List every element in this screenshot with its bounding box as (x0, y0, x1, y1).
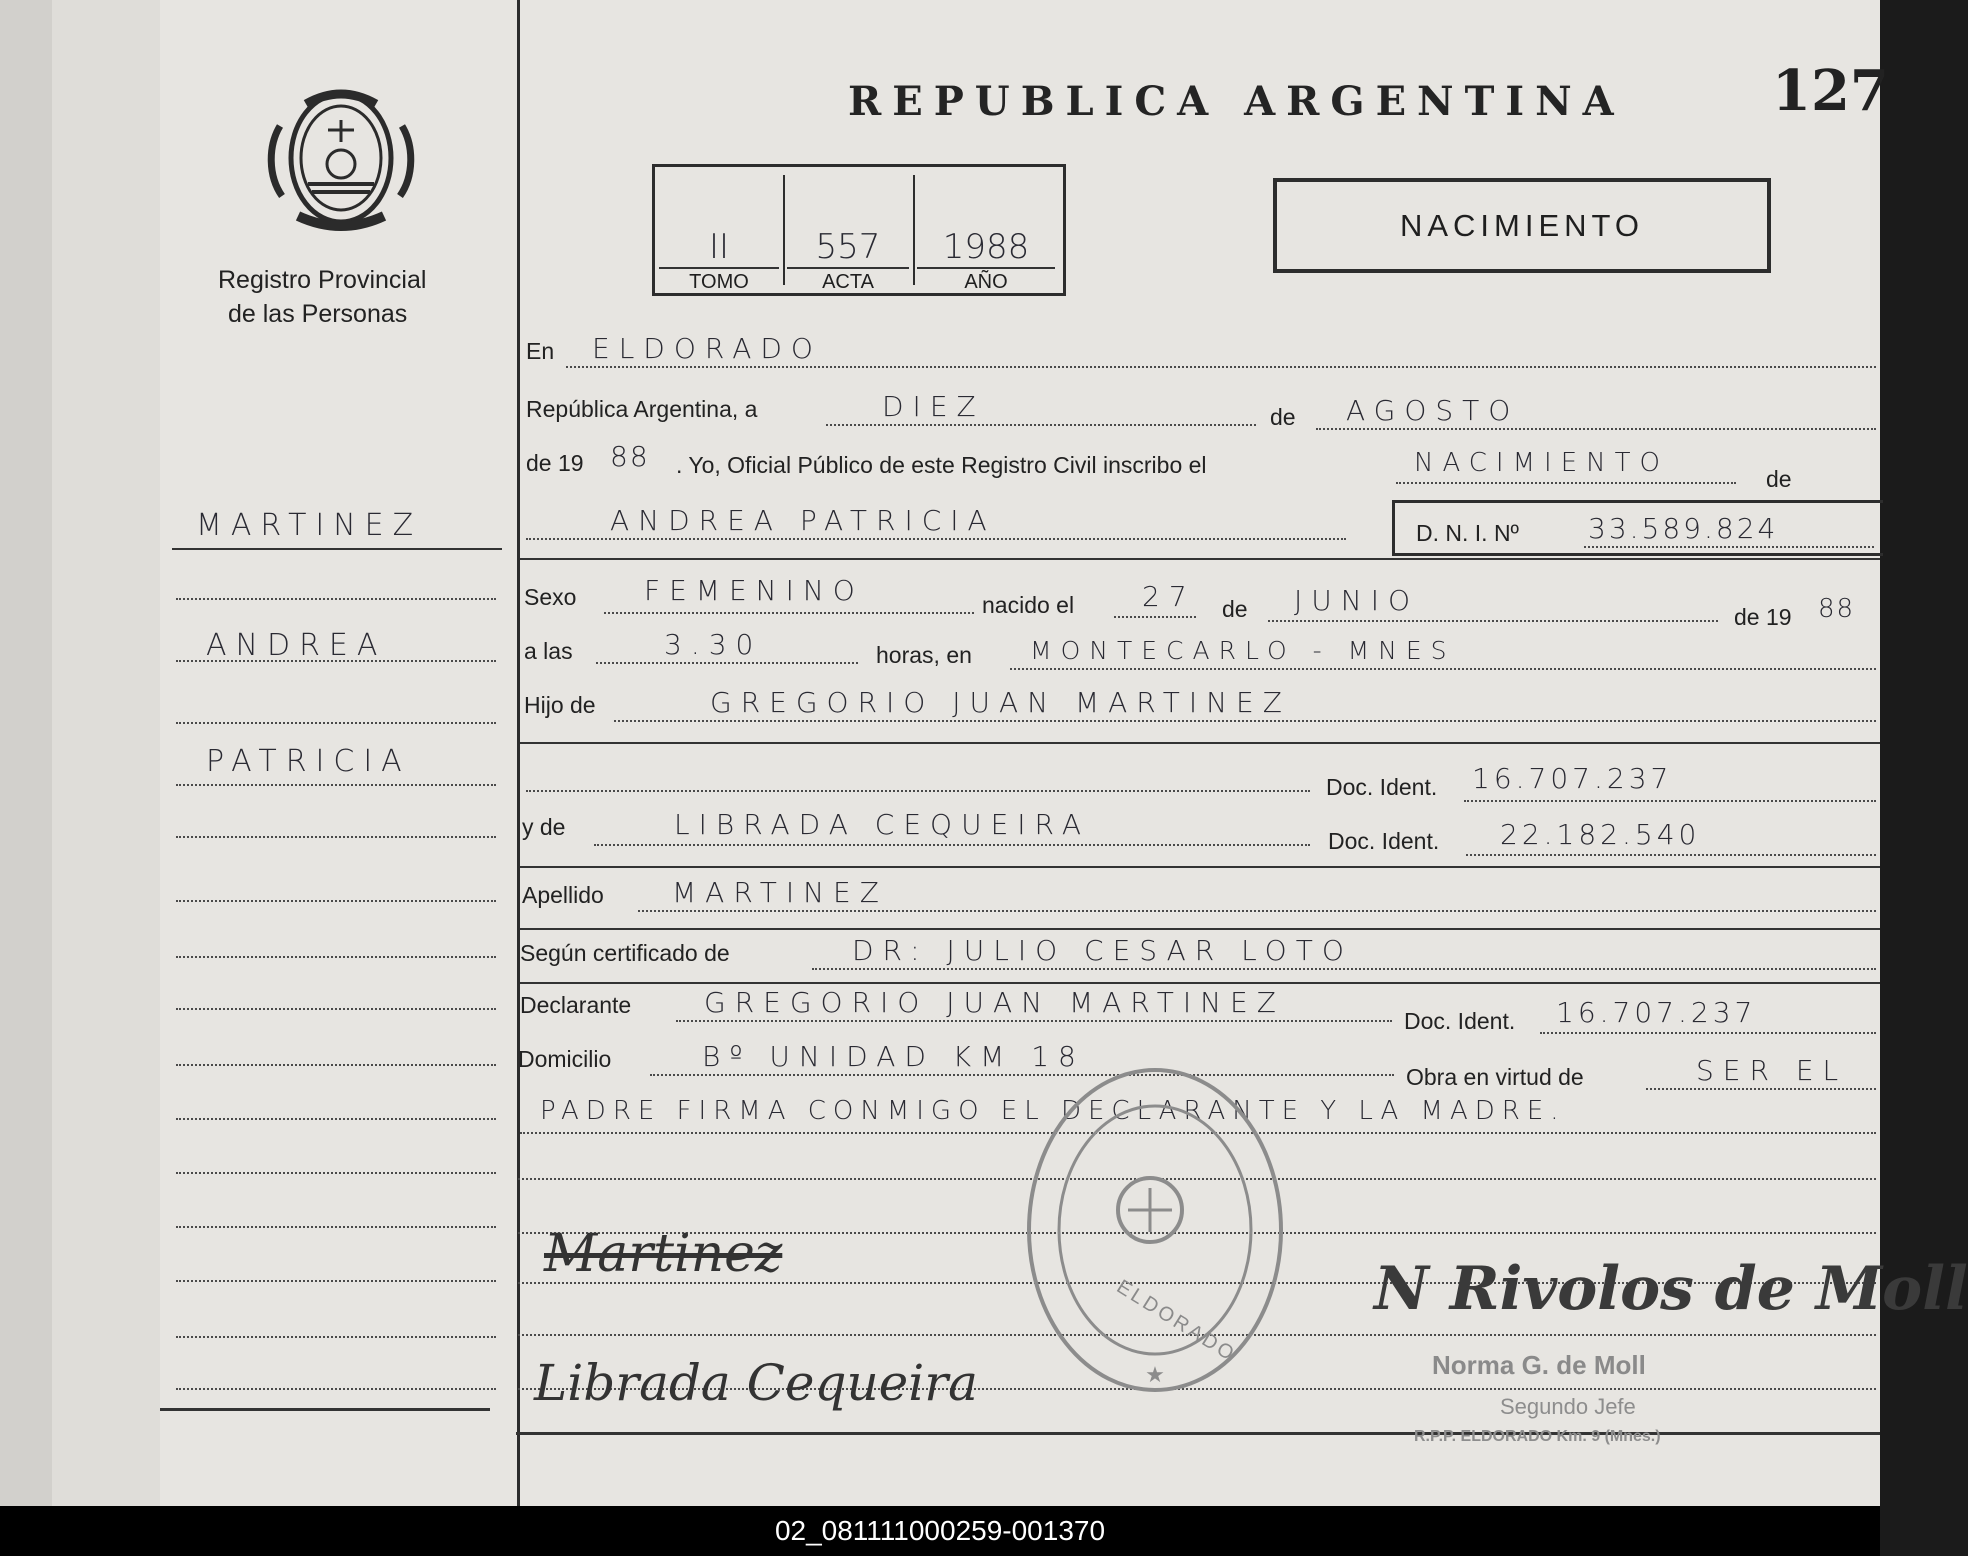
country-title: REPUBLICA ARGENTINA (848, 78, 1625, 125)
segun-label: Según certificado de (520, 940, 730, 966)
image-id-footer: 02_081111000259-001370 (0, 1506, 1880, 1556)
nacido-dia: 27 (1142, 580, 1196, 613)
provincial-seal-icon (268, 86, 414, 236)
hijo-label: Hijo de (524, 692, 596, 718)
apellido-value: MARTINEZ (672, 876, 888, 909)
stamp-center-text: ELDORADO (1112, 1275, 1240, 1367)
declarante-doc: 16.707.237 (1556, 996, 1757, 1029)
domicilio-value: Bº UNIDAD KM 18 (702, 1040, 1085, 1073)
registry-name-line1: Registro Provincial (218, 266, 427, 294)
obra-label: Obra en virtud de (1406, 1064, 1584, 1090)
madre-doc: 22.182.540 (1500, 818, 1701, 851)
acta-value: 557 (815, 227, 881, 267)
nacido-label: nacido el (982, 592, 1075, 618)
padre-value: GREGORIO JUAN MARTINEZ (710, 686, 1291, 719)
mes-value: AGOSTO (1346, 394, 1520, 427)
register-box (652, 164, 1066, 296)
margin-name1: ANDREA (206, 628, 387, 663)
book-binding (0, 0, 54, 1506)
page-number: 127 (1772, 58, 1889, 124)
dia-value: DIEZ (882, 390, 985, 423)
yde-label: y de (522, 814, 566, 840)
horas-label: horas, en (876, 642, 972, 668)
tomo-cell (655, 175, 785, 293)
certificado-value: DR: JULIO CESAR LOTO (852, 934, 1353, 967)
svg-text:★: ★ (1145, 1363, 1165, 1388)
sello-cargo: Segundo Jefe (1500, 1394, 1636, 1419)
de19-label2: de 19 (1734, 604, 1792, 630)
anio-value: 88 (610, 440, 650, 473)
declarante-label: Declarante (520, 992, 632, 1018)
page-margin (52, 0, 160, 1506)
inscribe-value: NACIMIENTO (1414, 448, 1669, 478)
nacido-anio: 88 (1818, 594, 1856, 624)
firma-oficial: N Rivolos de Moll (1374, 1254, 1968, 1324)
hora-value: 3.30 (664, 628, 763, 661)
record-type: NACIMIENTO (1399, 208, 1645, 243)
obra-continuation: PADRE FIRMA CONMIGO EL DECLARANTE Y LA MADRE. (540, 1096, 1566, 1126)
en-label: En (526, 338, 555, 364)
de-label: de (1270, 404, 1296, 430)
acta-cell (783, 175, 915, 293)
domicilio-label: Domicilio (518, 1046, 612, 1072)
apellido-label: Apellido (522, 882, 604, 908)
sexo-value: FEMENINO (644, 574, 864, 607)
anio-value: 1988 (942, 227, 1030, 267)
nombre-value: ANDREA PATRICIA (610, 504, 996, 537)
firma-padre: Martinez (544, 1224, 783, 1284)
declarante-value: GREGORIO JUAN MARTINEZ (704, 986, 1285, 1019)
sexo-label: Sexo (524, 584, 577, 610)
nacido-mes: JUNIO (1294, 584, 1419, 617)
lugar-value: MONTECARLO - MNES (1030, 636, 1456, 665)
margin-surname: MARTINEZ (196, 508, 423, 543)
madre-doc-label: Doc. Ident. (1328, 828, 1440, 854)
alas-label: a las (524, 638, 573, 664)
registry-stamp-icon (1020, 1060, 1290, 1400)
tomo-label: TOMO (689, 271, 749, 293)
declarante-doc-label: Doc. Ident. (1404, 1008, 1516, 1034)
de-label2: de (1766, 466, 1792, 492)
acta-label: ACTA (822, 271, 874, 293)
padre-doc: 16.707.237 (1472, 762, 1673, 795)
oficial-text: . Yo, Oficial Público de este Registro Civil inscribo el (676, 452, 1207, 478)
firma-madre: Librada Cequeira (534, 1354, 978, 1412)
anio-label: AÑO (964, 271, 1008, 293)
de-label3: de (1222, 596, 1248, 622)
madre-value: LIBRADA CEQUEIRA (674, 808, 1090, 841)
registry-name-line2: de las Personas (228, 300, 408, 328)
tomo-value: II (708, 227, 730, 267)
margin-name2: PATRICIA (206, 744, 411, 779)
dni-value: 33.589.824 (1588, 512, 1779, 545)
republica-label: República Argentina, a (526, 396, 758, 422)
dni-label: D. N. I. Nº (1416, 520, 1519, 546)
anio-cell (913, 175, 1059, 293)
obra-value: SER EL (1696, 1054, 1848, 1087)
sello-nombre: Norma G. de Moll (1432, 1350, 1646, 1380)
column-divider (517, 0, 520, 1506)
sello-oficina: R.P.P. ELDORADO Km. 9 (Mnes.) (1414, 1428, 1661, 1445)
padre-doc-label: Doc. Ident. (1326, 774, 1438, 800)
record-type-box (1273, 178, 1771, 273)
de19-label: de 19 (526, 450, 584, 476)
en-value: ELDORADO (592, 332, 822, 365)
